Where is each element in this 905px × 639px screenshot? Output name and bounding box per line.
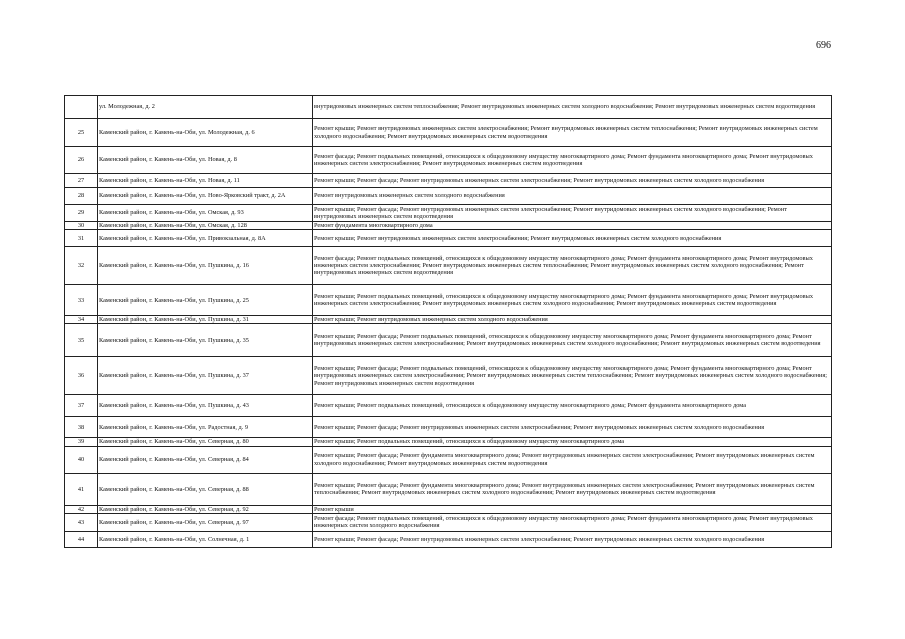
address-cell: Каменский район, г. Камень-на-Оби, ул. Пушкина, д. 25	[98, 285, 313, 316]
row-number-cell	[65, 96, 98, 119]
address-cell: Каменский район, г. Камень-на-Оби, ул. Пушкина, д. 16	[98, 247, 313, 285]
address-cell: Каменский район, г. Камень-на-Оби, ул. Северная, д. 88	[98, 473, 313, 505]
works-cell: Ремонт крыши; Ремонт фасада; Ремонт внутридомовых инженерных систем электроснабжения; Ремонт внутридомовых инженерных систем холодного водоснабжения	[313, 531, 832, 547]
address-cell: Каменский район, г. Камень-на-Оби, ул. Молодежная, д. 6	[98, 119, 313, 147]
row-number-cell: 38	[65, 417, 98, 438]
row-number-cell: 42	[65, 505, 98, 513]
row-number-cell: 32	[65, 247, 98, 285]
table-row	[65, 119, 832, 147]
works-cell: Ремонт фасада; Ремонт подвальных помещений, относящихся к общедомовому имуществу многоквартирного дома; Ремонт фундамента многоквартирного дома; Ремонт внутридомовых инженерных систем электроснабжения; Ремонт внутридомовых инженерных систем водоотведения	[313, 147, 832, 174]
address-cell: ул. Молодежная, д. 2	[98, 96, 313, 119]
table-row	[65, 316, 832, 324]
table-row	[65, 438, 832, 446]
works-cell: Ремонт крыши; Ремонт подвальных помещений, относящихся к общедомовому имуществу многоквартирного дома	[313, 438, 832, 446]
table-row	[65, 205, 832, 222]
table-row	[65, 230, 832, 247]
address-cell: Каменский район, г. Камень-на-Оби, ул. Северная, д. 92	[98, 505, 313, 513]
address-cell: Каменский район, г. Камень-на-Оби, ул. Северная, д. 80	[98, 438, 313, 446]
table-row	[65, 96, 832, 119]
table-row	[65, 147, 832, 174]
works-cell: Ремонт крыши; Ремонт фасада; Ремонт внутридомовых инженерных систем электроснабжения; Ремонт внутридомовых инженерных систем холодного водоснабжения; Ремонт внутридомовых инженерных систем водоотведения	[313, 205, 832, 222]
address-cell: Каменский район, г. Камень-на-Оби, ул. Северная, д. 97	[98, 513, 313, 531]
address-cell: Каменский район, г. Камень-на-Оби, ул. Ново-Ярковский тракт, д. 2А	[98, 188, 313, 205]
address-cell: Каменский район, г. Камень-на-Оби, ул. Привокзальная, д. 8А	[98, 230, 313, 247]
address-cell: Каменский район, г. Камень-на-Оби, ул. Пушкина, д. 43	[98, 395, 313, 417]
row-number-cell: 33	[65, 285, 98, 316]
address-cell: Каменский район, г. Камень-на-Оби, ул. Омская, д. 128	[98, 222, 313, 230]
row-number-cell: 39	[65, 438, 98, 446]
table-row	[65, 247, 832, 285]
table-row	[65, 513, 832, 531]
works-cell: Ремонт крыши; Ремонт внутридомовых инженерных систем электроснабжения; Ремонт внутридомовых инженерных систем холодного водоснабжения	[313, 230, 832, 247]
row-number-cell: 34	[65, 316, 98, 324]
page-number: 696	[816, 40, 831, 51]
table-row	[65, 324, 832, 357]
works-cell: Ремонт крыши; Ремонт фасада; Ремонт фундамента многоквартирного дома; Ремонт внутридомовых инженерных систем электроснабжения; Ремонт внутридомовых инженерных систем теплоснабжения; Ремонт внутридомовых инженерных систем холодного водоснабжения; Ремонт внутридомовых инженерных систем водоотведения	[313, 473, 832, 505]
works-cell: Ремонт крыши	[313, 505, 832, 513]
works-cell: Ремонт внутридомовых инженерных систем холодного водоснабжения	[313, 188, 832, 205]
address-cell: Каменский район, г. Камень-на-Оби, ул. Пушкина, д. 35	[98, 324, 313, 357]
row-number-cell: 25	[65, 119, 98, 147]
table-row	[65, 174, 832, 188]
table-row	[65, 417, 832, 438]
row-number-cell: 43	[65, 513, 98, 531]
works-cell: Ремонт крыши; Ремонт фасада; Ремонт фундамента многоквартирного дома; Ремонт внутридомовых инженерных систем электроснабжения; Ремонт внутридомовых инженерных систем холодного водоснабжения; Ремонт внутридомовых инженерных систем водоотведения	[313, 446, 832, 473]
works-cell: Ремонт крыши; Ремонт фасада; Ремонт внутридомовых инженерных систем электроснабжения; Ремонт внутридомовых инженерных систем холодного водоснабжения	[313, 174, 832, 188]
address-cell: Каменский район, г. Камень-на-Оби, ул. Омская, д. 93	[98, 205, 313, 222]
row-number-cell: 41	[65, 473, 98, 505]
address-cell: Каменский район, г. Камень-на-Оби, ул. Пушкина, д. 31	[98, 316, 313, 324]
table-row	[65, 222, 832, 230]
table-row	[65, 531, 832, 547]
address-cell: Каменский район, г. Камень-на-Оби, ул. Северная, д. 84	[98, 446, 313, 473]
row-number-cell: 27	[65, 174, 98, 188]
row-number-cell: 40	[65, 446, 98, 473]
row-number-cell: 28	[65, 188, 98, 205]
works-cell: Ремонт крыши; Ремонт фасада; Ремонт подвальных помещений, относящихся к общедомовому имуществу многоквартирного дома; Ремонт фундамента многоквартирного дома; Ремонт внутридомовых инженерных систем электроснабжения; Ремонт внутридомовых инженерных систем теплоснабжения; Ремонт внутридомовых инженерных систем холодного водоснабжения; Ремонт внутридомовых инженерных систем водоотведения	[313, 357, 832, 395]
row-number-cell: 44	[65, 531, 98, 547]
row-number-cell: 26	[65, 147, 98, 174]
works-cell: Ремонт крыши; Ремонт фасада; Ремонт внутридомовых инженерных систем электроснабжения; Ремонт внутридомовых инженерных систем холодного водоснабжения	[313, 417, 832, 438]
address-cell: Каменский район, г. Камень-на-Оби, ул. Новая, д. 11	[98, 174, 313, 188]
works-cell: Ремонт крыши; Ремонт внутридомовых инженерных систем холодного водоснабжения	[313, 316, 832, 324]
works-cell: Ремонт крыши; Ремонт подвальных помещений, относящихся к общедомовому имуществу многоквартирного дома; Ремонт фундамента многоквартирного дома	[313, 395, 832, 417]
table-row	[65, 446, 832, 473]
address-cell: Каменский район, г. Камень-на-Оби, ул. Пушкина, д. 37	[98, 357, 313, 395]
works-cell: внутридомовых инженерных систем теплоснабжения; Ремонт внутридомовых инженерных систем холодного водоснабжения; Ремонт внутридомовых инженерных систем водоотведения	[313, 96, 832, 119]
works-cell: Ремонт фундамента многоквартирного дома	[313, 222, 832, 230]
table-row	[65, 473, 832, 505]
works-cell: Ремонт крыши; Ремонт подвальных помещений, относящихся к общедомовому имуществу многоквартирного дома; Ремонт фундамента многоквартирного дома; Ремонт внутридомовых инженерных систем электроснабжения; Ремонт внутридомовых инженерных систем холодного водоснабжения; Ремонт внутридомовых инженерных систем водоотведения	[313, 285, 832, 316]
address-cell: Каменский район, г. Камень-на-Оби, ул. Новая, д. 8	[98, 147, 313, 174]
table-row	[65, 357, 832, 395]
table-row	[65, 285, 832, 316]
row-number-cell: 29	[65, 205, 98, 222]
table-row	[65, 188, 832, 205]
address-cell: Каменский район, г. Камень-на-Оби, ул. Солнечная, д. 1	[98, 531, 313, 547]
works-cell: Ремонт крыши; Ремонт фасада; Ремонт подвальных помещений, относящихся к общедомовому имуществу многоквартирного дома; Ремонт фундамента многоквартирного дома; Ремонт внутридомовых инженерных систем электроснабжения; Ремонт внутридомовых инженерных систем холодного водоснабжения; Ремонт внутридомовых инженерных систем водоотведения	[313, 324, 832, 357]
row-number-cell: 30	[65, 222, 98, 230]
works-cell: Ремонт фасада; Ремонт подвальных помещений, относящихся к общедомовому имуществу многоквартирного дома; Ремонт фундамента многоквартирного дома; Ремонт внутридомовых инженерных систем электроснабжения; Ремонт внутридомовых инженерных систем теплоснабжения; Ремонт внутридомовых инженерных систем холодного водоснабжения; Ремонт внутридомовых инженерных систем водоотведения	[313, 247, 832, 285]
table-row	[65, 505, 832, 513]
row-number-cell: 36	[65, 357, 98, 395]
repair-works-table	[64, 95, 832, 548]
works-cell: Ремонт крыши; Ремонт внутридомовых инженерных систем электроснабжения; Ремонт внутридомовых инженерных систем теплоснабжения; Ремонт внутридомовых инженерных систем холодного водоснабжения; Ремонт внутридомовых инженерных систем водоотведения	[313, 119, 832, 147]
address-cell: Каменский район, г. Камень-на-Оби, ул. Радостная, д. 9	[98, 417, 313, 438]
row-number-cell: 37	[65, 395, 98, 417]
row-number-cell: 31	[65, 230, 98, 247]
works-cell: Ремонт фасада; Ремонт подвальных помещений, относящихся к общедомовому имуществу многоквартирного дома; Ремонт фундамента многоквартирного дома; Ремонт внутридомовых инженерных систем холодного водоснабжения	[313, 513, 832, 531]
table-row	[65, 395, 832, 417]
row-number-cell: 35	[65, 324, 98, 357]
